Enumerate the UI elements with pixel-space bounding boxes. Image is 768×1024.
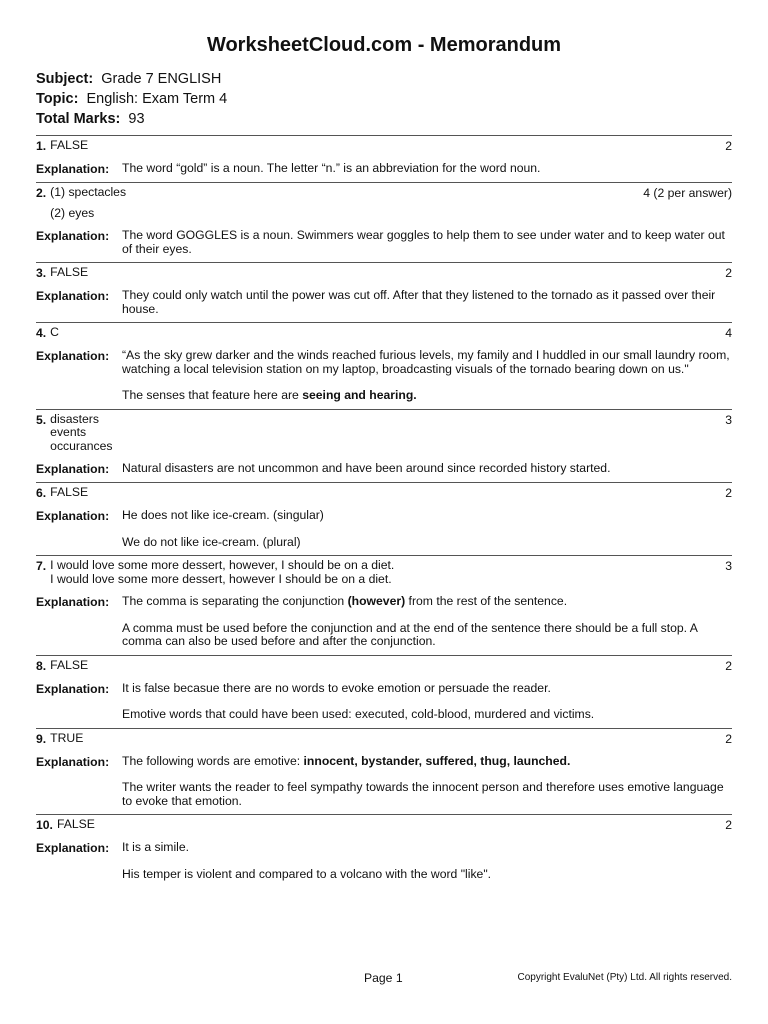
explanation	[36, 462, 732, 476]
explanation-text	[122, 162, 732, 176]
explanation-label: Explanation:	[36, 681, 110, 696]
explanation-paragraph	[122, 509, 732, 523]
explanation-paragraph	[122, 781, 732, 808]
question-number: 2.	[36, 186, 47, 200]
text-run: He does not like ice-cream. (singular)	[122, 508, 324, 522]
topic-row	[36, 91, 732, 107]
explanation-paragraph	[122, 162, 732, 176]
marks-value: 2	[725, 486, 732, 500]
answer	[50, 266, 725, 280]
explanation-label: Explanation:	[36, 595, 110, 609]
text-run: We do not like ice-cream. (plural)	[122, 534, 301, 549]
total-marks-label: Total Marks:	[36, 111, 121, 127]
text-run: They could only watch until the power was cut off. After that they listened to the tornado as it passed over their house.	[122, 288, 716, 316]
bold-text: (however)	[347, 594, 406, 608]
question-block	[36, 728, 732, 815]
answer-line: FALSE	[50, 485, 89, 499]
explanation	[36, 229, 732, 256]
total-marks-row	[36, 111, 732, 127]
explanation-paragraph	[122, 622, 732, 649]
explanation-text	[122, 349, 732, 403]
text-run: It is false becasue there are no words to evoke emotion or persuade the reader.	[122, 680, 551, 695]
explanation-paragraph	[122, 841, 732, 855]
question-number: 3.	[36, 266, 47, 280]
explanation-paragraph	[122, 595, 732, 609]
text-run: The comma is separating the conjunction	[122, 594, 348, 608]
answer-line: (1) spectacles	[50, 185, 127, 199]
explanation-text	[122, 682, 732, 722]
question-block	[36, 482, 732, 555]
explanation-text	[122, 289, 732, 316]
question-header	[36, 818, 732, 832]
answer	[50, 413, 725, 454]
explanation-text	[122, 229, 732, 256]
question-header	[36, 659, 732, 673]
text-run: It is a simile.	[122, 840, 190, 854]
question-block	[36, 135, 732, 182]
marks-value: 4	[725, 326, 732, 340]
question-block	[36, 814, 732, 887]
explanation-paragraph	[122, 229, 732, 256]
page-footer	[36, 971, 732, 987]
text-run: A comma must be used before the conjunction and at the end of the sentence there should be a full stop. A comma can also be used before and after the conjunction.	[122, 620, 698, 648]
bold-text: seeing and hearing.	[302, 388, 417, 402]
question-number: 4.	[36, 326, 47, 340]
marks-value: 4 (2 per answer)	[643, 186, 732, 200]
answer-line: I would love some more dessert, however, I should be on a diet.	[50, 558, 395, 572]
text-run: Emotive words that could have been used: executed, cold-blood, murdered and victims.	[122, 707, 595, 721]
subject-label: Subject:	[36, 71, 94, 87]
question-header	[36, 266, 732, 280]
question-block	[36, 655, 732, 728]
question-number: 9.	[36, 731, 47, 746]
question-number: 1.	[36, 139, 47, 153]
explanation	[36, 162, 732, 176]
answer-line: FALSE	[56, 817, 95, 831]
topic-value: English: Exam Term 4	[86, 91, 228, 107]
explanation	[36, 595, 732, 649]
explanation	[36, 841, 732, 881]
explanation-label: Explanation:	[36, 229, 110, 243]
text-run: The writer wants the reader to feel sympathy towards the innocent person and therefore uses emotive language to evoke that emotion.	[122, 780, 724, 808]
question-number: 6.	[36, 486, 47, 500]
answer	[50, 486, 725, 500]
explanation-paragraph	[122, 389, 732, 403]
answer-line: disasters	[50, 411, 99, 426]
question-header	[36, 186, 732, 220]
marks-value: 2	[725, 139, 732, 153]
question-header	[36, 413, 732, 454]
text-run: The word GOGGLES is a noun. Swimmers wear goggles to help them to see under water and to keep water out of their eyes.	[122, 228, 725, 256]
marks-value: 3	[725, 559, 732, 573]
question-block	[36, 262, 732, 322]
subject-row	[36, 71, 732, 87]
explanation-paragraph	[122, 462, 732, 476]
explanation-paragraph	[122, 708, 732, 722]
marks-value: 2	[725, 818, 732, 832]
answer-line: FALSE	[50, 138, 89, 152]
answer	[50, 732, 725, 746]
answer-list	[36, 135, 732, 887]
explanation	[36, 509, 732, 549]
explanation-label: Explanation:	[36, 289, 110, 303]
answer-line: FALSE	[50, 265, 89, 279]
marks-value: 2	[725, 658, 732, 673]
bold-text: innocent, bystander, suffered, thug, launched.	[303, 753, 571, 768]
text-run: “As the sky grew darker and the winds reached furious levels, my family and I huddled in our small laundry room, watching a local television station on my laptop, broadcasting visuals of the tornado bearing down on us."	[122, 348, 730, 376]
explanation-paragraph	[122, 755, 732, 769]
memorandum-page	[36, 34, 732, 887]
total-marks-value: 93	[128, 111, 145, 127]
question-block	[36, 322, 732, 409]
text-run: Natural disasters are not uncommon and have been around since recorded history started.	[122, 461, 611, 475]
subject-value: Grade 7 ENGLISH	[101, 71, 222, 87]
explanation-paragraph	[122, 682, 732, 696]
answer-line: FALSE	[50, 657, 89, 672]
explanation	[36, 755, 732, 809]
question-header	[36, 732, 732, 746]
marks-value: 2	[725, 731, 732, 746]
explanation-text	[122, 462, 732, 476]
text-run: The following words are emotive:	[122, 753, 304, 768]
answer-line: (2) eyes	[50, 205, 95, 220]
question-number: 8.	[36, 658, 47, 673]
text-run: The senses that feature here are	[122, 388, 303, 402]
answer-line: occurances	[50, 438, 113, 453]
marks-value: 2	[725, 266, 732, 280]
question-number: 7.	[36, 559, 47, 573]
explanation-paragraph	[122, 349, 732, 376]
question-number: 10.	[36, 818, 53, 832]
explanation-label: Explanation:	[36, 162, 110, 176]
explanation-paragraph	[122, 868, 732, 882]
text-run: The word “gold” is a noun. The letter “n.” is an abbreviation for the word noun.	[122, 161, 541, 175]
answer	[50, 326, 725, 340]
explanation-label: Explanation:	[36, 754, 110, 769]
question-header	[36, 486, 732, 500]
explanation-paragraph	[122, 536, 732, 550]
explanation-paragraph	[122, 289, 732, 316]
question-block	[36, 409, 732, 483]
answer	[57, 818, 725, 832]
explanation	[36, 682, 732, 722]
text-run: His temper is violent and compared to a volcano with the word "like".	[122, 866, 492, 881]
explanation-text	[122, 509, 732, 549]
explanation-label: Explanation:	[36, 509, 110, 523]
marks-value: 3	[725, 412, 732, 427]
answer	[50, 659, 725, 673]
text-run: from the rest of the sentence.	[405, 594, 568, 608]
copyright-notice: Copyright EvaluNet (Pty) Ltd. All rights reserved.	[517, 972, 732, 983]
question-header	[36, 326, 732, 340]
document-title: WorksheetCloud.com - Memorandum	[206, 34, 562, 56]
explanation-text	[122, 841, 732, 881]
explanation-text	[122, 595, 732, 649]
explanation-label: Explanation:	[36, 841, 110, 855]
topic-label: Topic:	[36, 91, 79, 107]
question-number: 5.	[36, 412, 47, 427]
explanation-text	[122, 755, 732, 809]
answer-line: TRUE	[50, 730, 84, 745]
question-header	[36, 139, 732, 153]
explanation	[36, 289, 732, 316]
answer	[50, 186, 643, 220]
answer	[50, 139, 725, 153]
answer-line: C	[50, 325, 59, 339]
explanation-label: Explanation:	[36, 349, 110, 363]
page-number: Page 1	[364, 971, 403, 985]
answer	[50, 559, 725, 586]
answer-line: events	[50, 425, 87, 439]
answer-line: I would love some more dessert, however I should be on a diet.	[50, 571, 392, 586]
question-block	[36, 182, 732, 262]
explanation	[36, 349, 732, 403]
question-block	[36, 555, 732, 655]
explanation-label: Explanation:	[36, 462, 110, 476]
question-header	[36, 559, 732, 586]
